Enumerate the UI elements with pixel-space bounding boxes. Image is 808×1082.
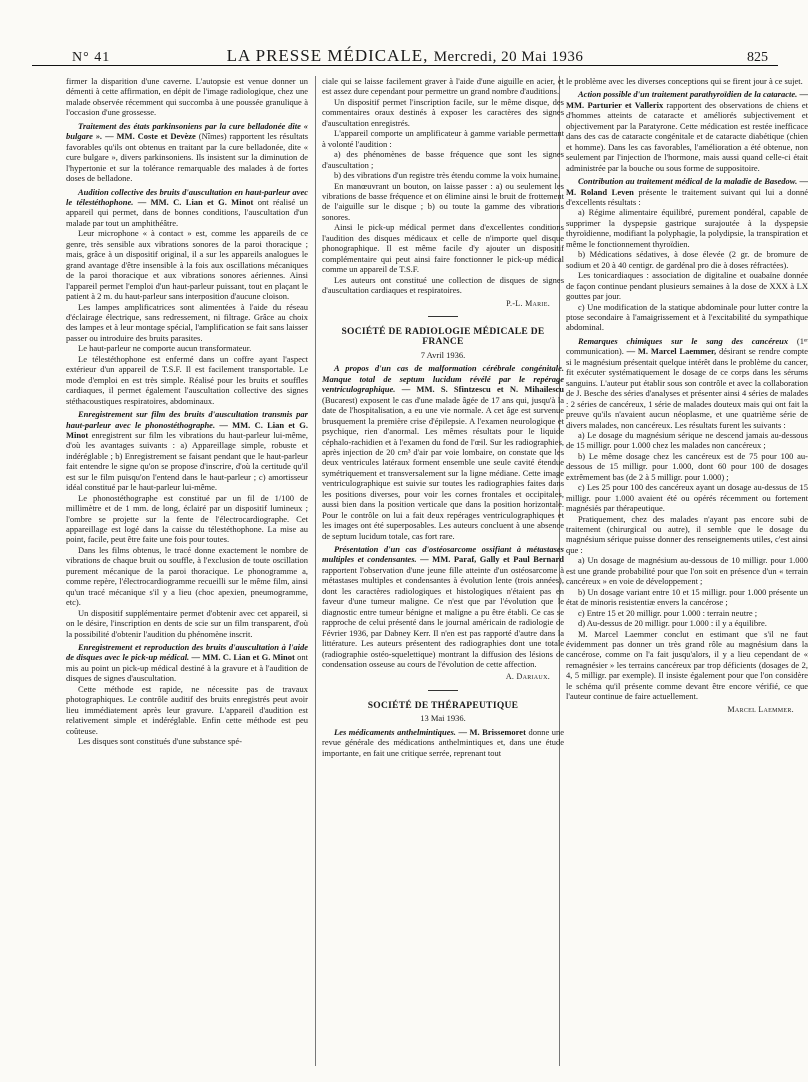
section-title: SOCIÉTÉ DE THÉRAPEUTIQUE	[367, 700, 519, 711]
header-rule	[32, 65, 778, 66]
report-title: Enregistrement sur film des bruits d'auscultation transmis par haut-parleur avec le phonostéthographe.	[66, 409, 308, 430]
report-entry	[322, 727, 564, 758]
list-item: a) Régime alimentaire équilibré, purement pondéral, capable de supprimer la dyspepsie gastrique surajoutée à la dyspepsie thyroïdienne, modifiant la polyphagie, la polydipsie, la transpiration et même le fonctionnement thyroïdien.	[566, 207, 808, 249]
report-authors: — MM. Parturier et Vallerix	[566, 89, 808, 110]
section-title: SOCIÉTÉ DE RADIOLOGIE MÉDICALE DE FRANCE	[341, 326, 545, 348]
report-text: rapportent l'observation d'une jeune fille atteinte d'un ostéosarcome à métastases multiples et condensantes à évolution lente (trois années), dont les caractères radiologiques et histologiques n'étaient pas en faveur d'une tumeur maligne. Ce n'est que par l'évolution que le diagnostic entre tumeur bénigne et maligne a pu être établi. Ce cas se rapproche de celui présenté dans le journal américain de radiologie de Février 1936, par Dabney Kerr. Il n'en est pas rapporté d'autre dans la littérature. Les auteurs présentent des radiographies dont une totale (radiographie ostéo-squelettique) montrant la diffusion des lésions de condensation osseuse au cours de l'évolution de cette affection.	[322, 564, 564, 670]
signature: P.-L. Marie.	[506, 298, 550, 308]
columns	[32, 76, 808, 1066]
list-item: c) Les 25 pour 100 des cancéreux ayant un dosage au-dessus de 15 milligr. pour 1.000 avaient été ou opérés récemment ou fortement magnésiés par thérapeutique.	[566, 482, 808, 514]
list-item: d) Au-dessus de 20 milligr. pour 1.000 : il y a équilibre.	[578, 618, 767, 629]
paragraph: Le télestéthophone est enfermé dans un coffre ayant l'aspect extérieur d'un appareil de T.S.F. Il est facilement transportable. Le mode d'emploi en est très simple. Réalisé pour les bruits et souffles cardiaques, il permet également l'auscultation collective des signes stéthacoustiques respiratoires, abdominaux.	[66, 353, 308, 406]
paragraph: Les lampes amplificatrices sont alimentées à l'aide du réseau d'éclairage électrique, sans redressement, ni filtrage. Grâce au choix des lampes et à leur montage spécial, l'amplification se fait sans laisser passer ou introduire des bruits parasites.	[66, 301, 308, 343]
list-item: a) Le dosage du magnésium sérique ne descend jamais au-dessous de 15 milligr. pour 1.000 chez les malades non cancéreux ;	[566, 429, 808, 451]
column-2	[322, 76, 564, 758]
paragraph: ciale qui se laisse facilement graver à l'aide d'une aiguille en acier, et est assez dure cependant pour permettre un grand nombre d'auditions.	[322, 76, 564, 97]
report-text: rapportent des observations de chiens et d'hommes atteints de cataracte et améliorés subjectivement et objectivement par la Paratyrone. Cette médication est restée inefficace dans des cas de cataracte congénitale et de cataracte diabétique (chien et homme). Dans les cas favorables, l'amélioration a été obtenue, non seulement par l'injection de l'hormone, mais aussi quand celle-ci était administrée par la bouche ou sous forme de suppositoire.	[566, 99, 808, 173]
list-item: b) des vibrations d'un registre très étendu comme la voix humaine.	[334, 170, 561, 181]
paragraph: firmer la disparition d'une caverne. L'autopsie est venue donner un démenti à cette affirmation, en dépit de l'image radiologique, chez une malade observée récemment qui succomba à une poussée granulique à l'occasion d'une grossesse.	[66, 76, 308, 118]
paragraph: En manœuvrant un bouton, on laisse passer : a) ou seulement les vibrations de basse fréquence et on élimine ainsi le bruit de frottement de l'aiguille sur le disque ; b) ou toute la gamme des vibrations sonores.	[322, 180, 564, 222]
report-text: présente le traitement suivant qui lui a donné d'excellents résultats :	[566, 186, 808, 207]
list-item: Les tonicardiaques : association de digitaline et ouabaïne donnée de façon continue pendant plusieurs semaines à la dose de XXX à LX gouttes par jour.	[566, 270, 808, 302]
paragraph: le problème avec les diverses conceptions qui se firent jour à ce sujet.	[566, 76, 803, 86]
column-3	[566, 76, 808, 715]
report-text: donne une revue générale des médications anthelmintiques et, dans une étude importante, en fait une critique serrée, reprenant tout	[322, 726, 565, 758]
report-text: ont mis au point un pick-up médical destiné à la gravure et à l'audition de disques de signes d'auscultation.	[66, 652, 309, 684]
list-item: c) Entre 15 et 20 milligr. pour 1.000 : terrain neutre ;	[578, 607, 758, 618]
paragraph: Le phonostéthographe est constitué par un fil de 1/100 de millimètre et de 1 mm. de long, éclairé par un dispositif lumineux ; l'ombre se projette sur la fente de l'électrocardiographe. Cet appareillage est logé dans la caisse du télestéthophone. La mise au point, facile, peut être faite une fois pour toutes.	[66, 492, 308, 545]
page-header	[32, 0, 778, 65]
report-entry	[566, 176, 808, 207]
paragraph: Leur microphone « à contact » est, comme les appareils de ce genre, très sensible aux vibrations sonores de la paroi thoracique ; mais, grâce à un dispositif original, il a sur les appareils analogues le grand avantage d'être insensible à la fois aux oscillations mécaniques de la paroi thoracique et aux vibrations sonores aériennes. Ainsi l'appareil permet l'emploi d'un haut-parleur puissant, tout en plaçant le patient à 2 m. du haut-parleur sans interposition d'aucune cloison.	[66, 228, 308, 302]
list-item: b) Un dosage variant entre 10 et 15 milligr. pour 1.000 présente un état de minoris resistentiæ envers la cancérose ;	[566, 586, 808, 608]
paragraph: L'appareil comporte un amplificateur à gamme variable permettant à volonté l'audition :	[322, 128, 564, 149]
column-1	[66, 76, 308, 747]
report-entry	[322, 363, 564, 541]
separator	[428, 690, 458, 691]
report-text: (Bucarest) exposent le cas d'une malade âgée de 17 ans qui, jusqu'à la date de l'hospitalisation, a eu une vie normale. A cet âge est survenue brusquement la première crise d'épilepsie. A l'examen neurologique et psychique, rien d'anormal. Les mêmes résultats pour le liquide céphalo-rachidien et à l'examen du fond de l'œil. Sur les radiographies, après injection de 20 cm³ d'air par voie lombaire, on constate que les deux ventricules latéraux forment ensemble une seule cavité étendue symétriquement et transversalement sur la ligne médiane. Cette image ventriculographique est suivie sur toutes les radiographies faites dans les positions diverses, pour voir les cornes frontales et occipitales, aussi bien dans la position verticale que dans la position horizontale. Pour le contrôle on lui a fait deux repérages ventriculographiques et les images ont été superposables. Les auteurs concluent à une absence de septum lucidum totale, cas fort rare.	[322, 394, 564, 541]
paragraph: Ainsi le pick-up médical permet dans d'excellentes conditions l'audition des disques médicaux et celle de n'importe quel disque phonographique. Il est même facile d'y ajouter un dispositif complémentaire qui peut ainsi faire fonctionner le pick-up médical comme un appareil de T.S.F.	[322, 222, 564, 275]
list-item: c) Une modification de la statique abdominale pour lutter contre la ptose secondaire à l'amaigrissement et à l'excitabilité du sympathique abdominal.	[566, 301, 808, 333]
journal-name: LA PRESSE MÉDICALE,	[226, 46, 429, 65]
paragraph: Un dispositif supplémentaire permet d'obtenir avec cet appareil, si on le désire, l'inscription en dents de scie sur un film transparent, d'où la possibilité d'obtenir l'audition du phénomène inscrit.	[66, 607, 308, 639]
report-entry	[66, 121, 308, 184]
report-authors: — MM. C. Lian et G. Minot	[137, 196, 254, 207]
session-date: 7 Avril 1936.	[420, 349, 466, 360]
signature: Marcel Laemmer.	[727, 704, 794, 714]
paragraph: Les disques sont constitués d'une substance spé-	[78, 736, 242, 747]
report-title: Remarques chimiques sur le sang des cancéreux	[578, 335, 789, 346]
report-title: Les médicaments anthelmintiques.	[334, 726, 456, 737]
issue-number: N° 41	[72, 50, 111, 65]
report-title: A propos d'un cas de malformation cérébrale congénitale. Manque total de septum lucidum révélé par le repérage ventriculographique.	[322, 363, 564, 395]
report-authors: — M. Brissemoret	[458, 726, 526, 737]
list-item: a) des phénomènes de basse fréquence que sont les signes d'auscultation ;	[322, 149, 564, 170]
report-authors: — MM. C. Lian et G. Minot	[191, 652, 295, 663]
report-title: Présentation d'un cas d'ostéosarcome ossifiant à métastases multiples et condensantes.	[322, 544, 564, 565]
paragraph: Le haut-parleur ne comporte aucun transformateur.	[78, 343, 252, 354]
report-entry	[322, 544, 564, 669]
report-authors: — M. Roland Leven	[566, 176, 808, 197]
column-divider	[315, 76, 316, 1066]
report-authors: — MM. S. Sfintzescu et N. Mihailescu	[401, 384, 565, 395]
report-title-note: (1ᵉʳ communication).	[566, 335, 808, 357]
report-text: enregistrent sur film les vibrations du haut-parleur lui-même, d'où les avantages suivants : a) Appareillage simple, robuste et indéréglable ; b) Enregistrement se faisant pendant que le haut-parleur fait entendre le signe qu'on se propose d'inscrire, d'où la certitude qu'il est sur le film puisqu'on l'entend dans le haut-parleur ; c) amortisseur idéal constitué par le haut-parleur lui-même.	[66, 429, 309, 493]
list-item: b) Le même dosage chez les cancéreux est de 75 pour 100 au-dessous de 15 milligr. pour 1.000, dont 60 pour 100 de dosages extrêmement bas (de 2 à 5 milligr. pour 1.000) ;	[566, 450, 808, 482]
paragraph: Un dispositif permet l'inscription facile, sur le même disque, des commentaires oraux destinés à exposer les caractères des signes d'auscultation enregistrés.	[322, 96, 564, 128]
report-entry	[66, 187, 308, 229]
paragraph: Les auteurs ont constitué une collection de disques de signes d'auscultation cardiaques et respiratoires.	[322, 274, 564, 296]
report-entry	[566, 89, 808, 173]
report-authors: — M. Marcel Laemmer,	[626, 346, 717, 357]
issue-date: Mercredi, 20 Mai 1936	[433, 49, 584, 65]
list-item: b) Médications sédatives, à dose élevée (2 gr. de bromure de sodium et 20 à 40 centigr. de gardénal pro die à doses réfractées).	[566, 249, 808, 270]
report-entry	[66, 642, 308, 684]
paragraph: Pratiquement, chez des malades n'ayant pas encore subi de traitement (chirurgical ou autre), il semble que le dosage du magnésium sérique puisse donner des renseignements utiles, c'est ainsi que :	[566, 513, 808, 555]
report-title: Contribution au traitement médical de la maladie de Basedow.	[578, 176, 798, 187]
report-text: (Nîmes) rapportent les résultats favorables qu'ils ont obtenus en traitant par la cure belladonée, dite « cure bulgare », divers parkinsoniens. Ils insistent sur la diminution de l'hypertonie et sur la tolérance remarquable des malades à de fortes doses de belladone.	[66, 131, 309, 184]
paragraph: M. Marcel Laemmer conclut en estimant que s'il ne faut évidemment pas donner un très grand rôle au magnésium dans la cancérose, comme on l'a fait jusqu'alors, il y a lieu cependant de « remagnésier » les terrains cancéreux par trop déficients (dosages de 2, 4, 5 milligr. par exemple). Il insiste également pour que l'on considère le schéma qu'il présente comme devant être encore vérifié, ce que l'auteur continue de faire actuellement.	[566, 628, 808, 702]
report-title: Action possible d'un traitement parathyroïdien de la cataracte.	[578, 89, 798, 100]
report-title: Enregistrement et reproduction des bruits d'auscultation à l'aide de disques avec le pick-up médical.	[66, 642, 308, 663]
report-title: Audition collective des bruits d'auscultation en haut-parleur avec le télestéthophone.	[66, 186, 308, 207]
report-entry	[566, 336, 808, 430]
report-authors: — MM. Paraf, Gally et Paul Bernard	[420, 554, 564, 565]
report-text: désirant se rendre compte si le magnésium présentait quelque intérêt dans le problème du cancer, fit exécuter systématiquement le dosage de ce corps dans les sérums sanguins. L'auteur put établir sous son contrôle et avec la collaboration de J. Besche des séries d'analyses et présenter ainsi 4 séries de malades : 2 séries de cancéreux, 1 série de malades douteux mais qui ont fait la preuve qu'ils n'avaient aucun néoplasme, et une quatrième série de divers malades, non cancéreux. Les résultats furent les suivants :	[566, 346, 808, 430]
report-authors: — MM. Coste et Devèze	[105, 131, 196, 142]
report-title: Traitement des états parkinsoniens par la cure belladonée dite « bulgare ».	[66, 120, 308, 142]
session-date: 13 Mai 1936.	[420, 713, 466, 724]
report-authors: — MM. C. Lian et G. Minot	[66, 419, 309, 440]
separator	[428, 316, 458, 317]
report-text: ont réalisé un appareil qui permet, dans de bonnes conditions, l'auscultation d'un malade par tout un amphithéâtre.	[66, 196, 309, 228]
report-entry	[66, 409, 308, 493]
signature: A. Dariaux.	[505, 672, 550, 682]
paragraph: Dans les films obtenus, le tracé donne exactement le nombre de vibrations de chaque bruit ou souffle, à l'exclusion de toute oscillation purement mécanique de la paroi thoracique. Le phonogramme a, comme repère, l'électrocardiogramme recueilli sur le même film, ainsi qu'un tracé mécanique s'il y a lieu (choc apexien, pneumogramme, etc).	[66, 544, 308, 608]
running-title	[32, 46, 778, 66]
list-item: a) Un dosage de magnésium au-dessous de 10 milligr. pour 1.000 est une grande probabilité pour que l'on soit en présence d'un « terrain cancéreux » en voie de développement ;	[566, 555, 808, 587]
page-number: 825	[747, 50, 768, 65]
paragraph: Cette méthode est rapide, ne nécessite pas de travaux photographiques. Le contrôle auditif des bruits enregistrés peut avoir lieu immédiatement après leur gravure. L'appareil d'audition est relativement simple et indéréglable. Enfin cette méthode est peu coûteuse.	[66, 683, 308, 736]
